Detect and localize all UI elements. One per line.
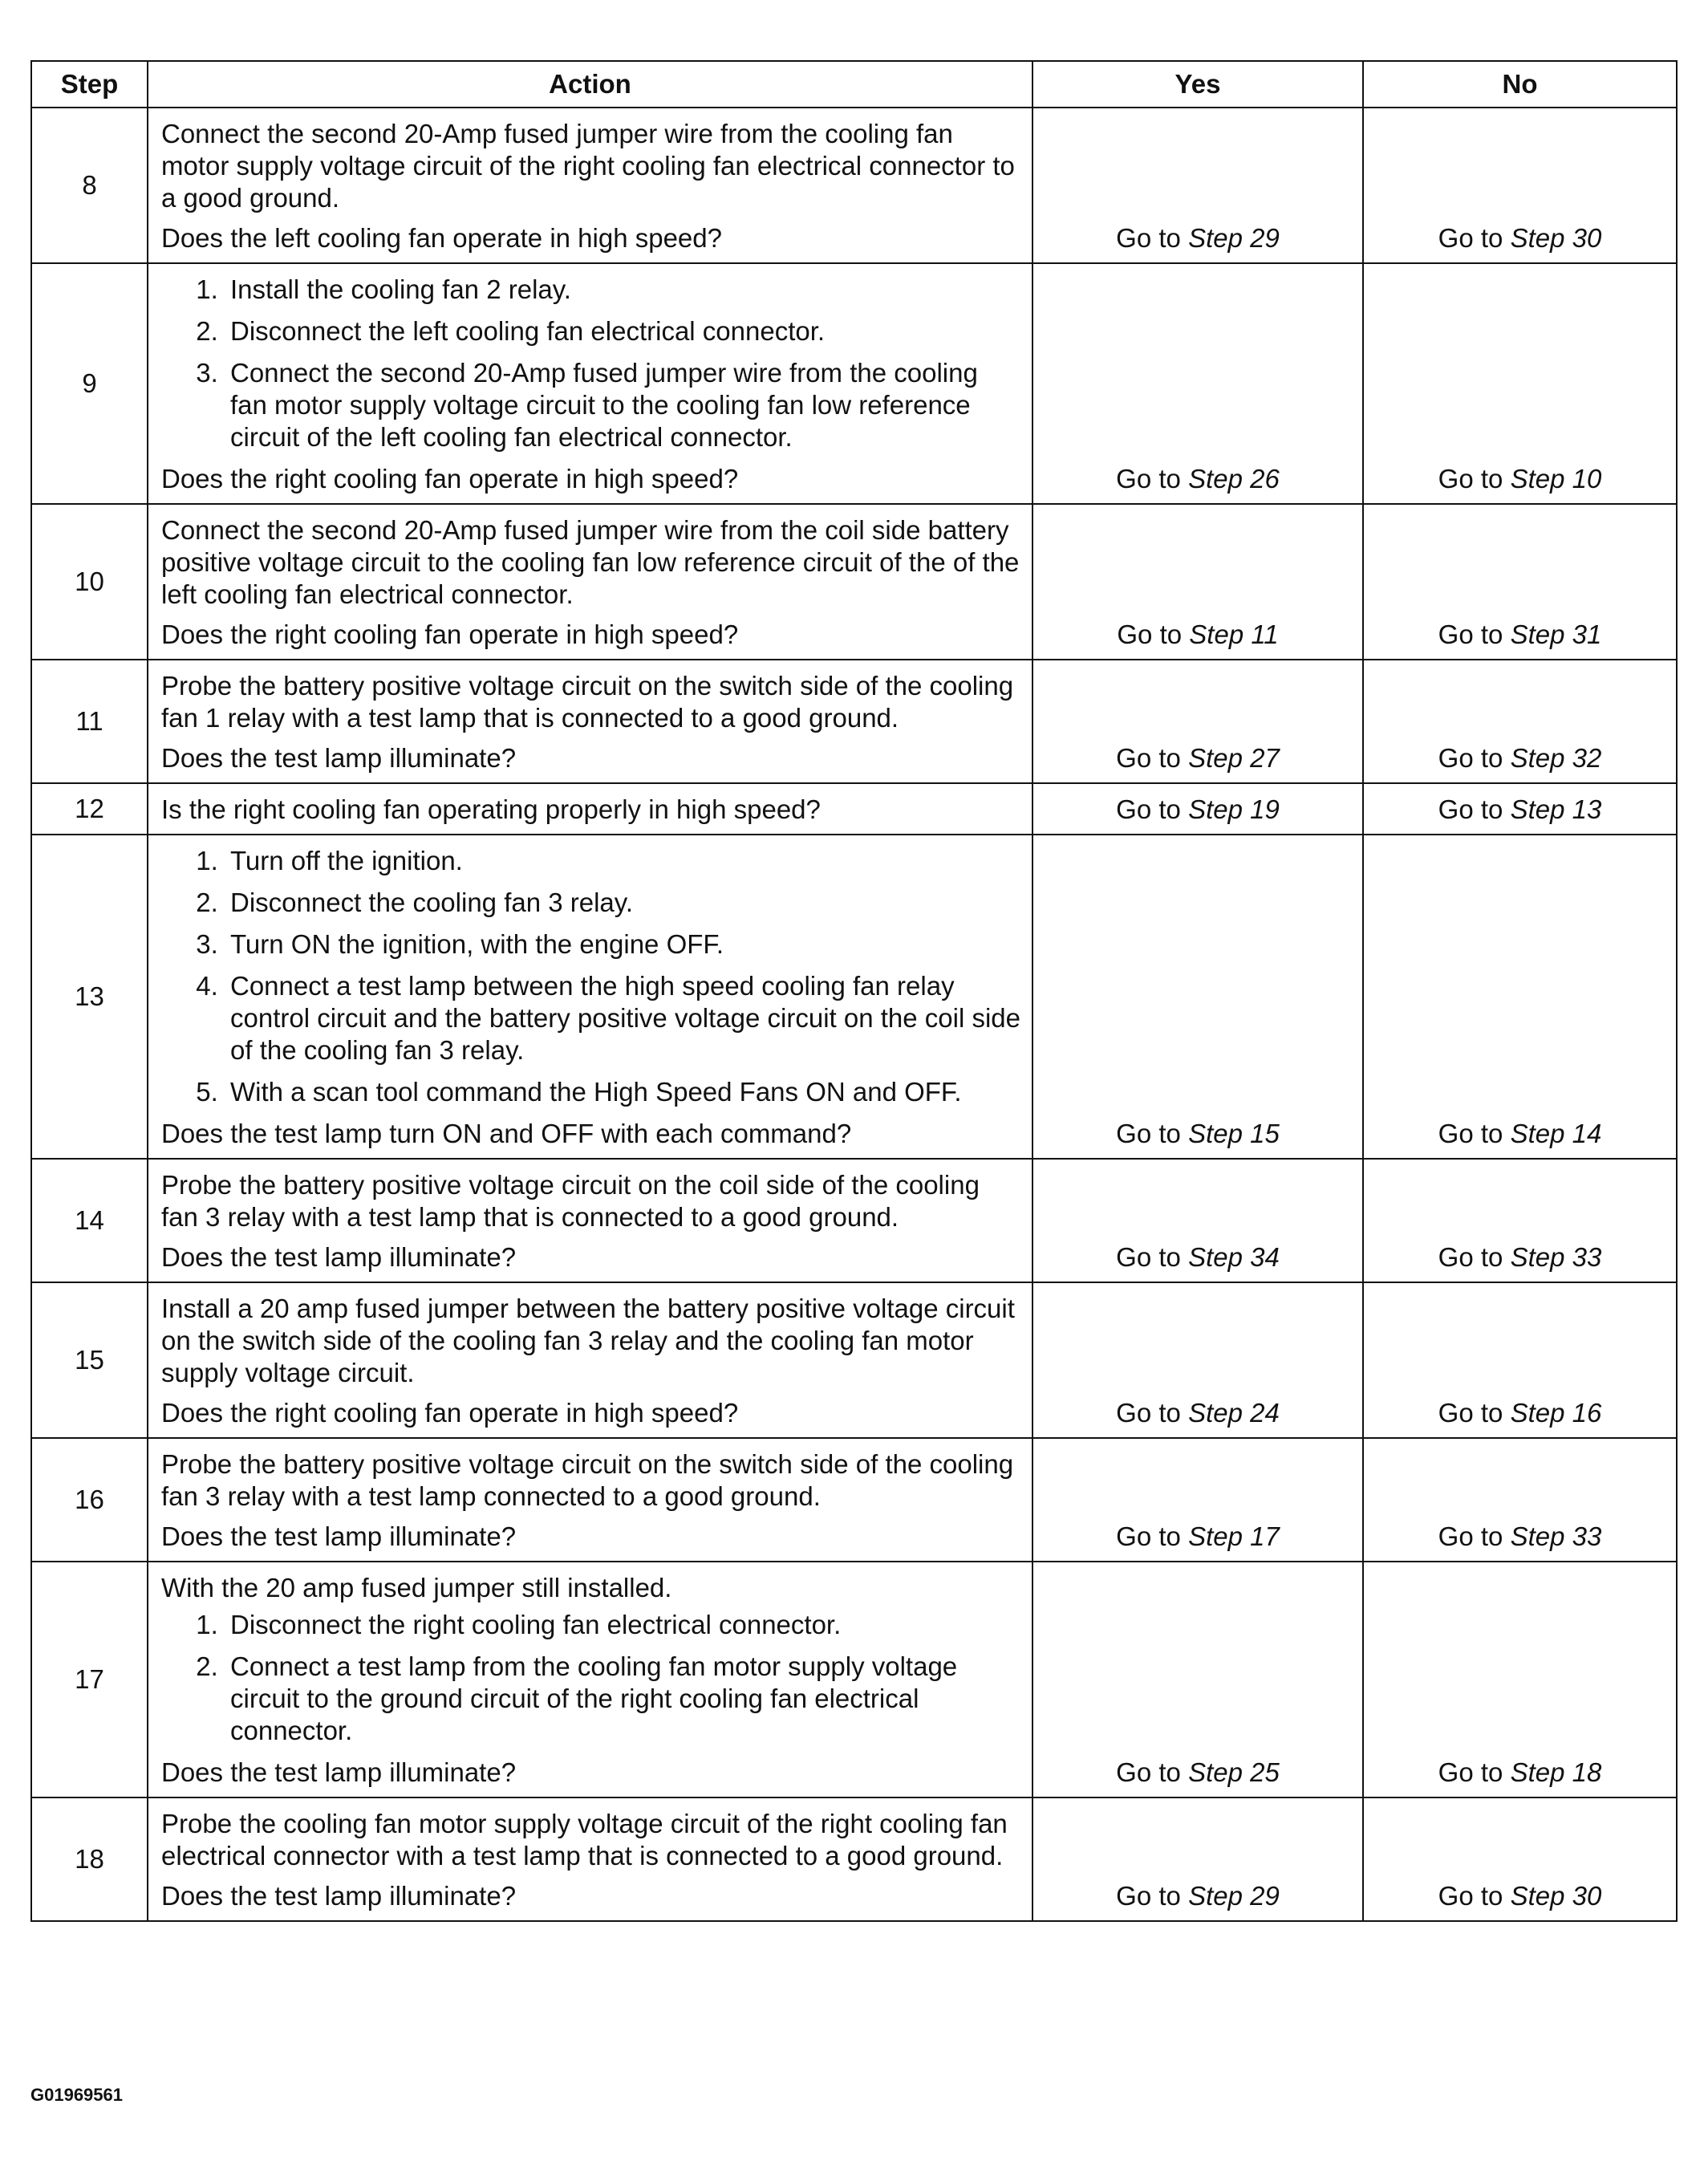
yes-goto-text: Go to <box>1117 619 1190 649</box>
figure-id: G01969561 <box>30 2085 123 2105</box>
header-yes: Yes <box>1033 61 1363 108</box>
action-step-item: 4. Connect a test lamp between the high speed cooling fan relay control circuit and the battery positive voltage circuit on the coil side of the cooling fan 3 relay. <box>225 970 1020 1066</box>
action-cell <box>148 108 1033 263</box>
action-text: Connect the second 20-Amp fused jumper wire from the coil side battery positive voltage circuit to the cooling fan low reference circuit of the of the left cooling fan electrical connector. <box>161 515 1020 609</box>
action-question: Does the test lamp illuminate? <box>161 1521 517 1551</box>
no-cell <box>1363 108 1677 263</box>
action-step-item: 1. Turn off the ignition. <box>225 845 1020 877</box>
no-cell <box>1363 1438 1677 1562</box>
table-row <box>31 108 1677 263</box>
yes-cell <box>1033 108 1363 263</box>
yes-goto-text: Go to <box>1116 1119 1189 1148</box>
step-number: 14 <box>31 1159 148 1282</box>
action-text: Probe the battery positive voltage circuit on the coil side of the cooling fan 3 relay with a test lamp that is connected to a good ground. <box>161 1170 980 1232</box>
action-cell <box>148 835 1033 1159</box>
yes-goto-text: Go to <box>1116 794 1189 824</box>
no-step-ref: Step 13 <box>1510 794 1602 824</box>
yes-step-ref: Step 27 <box>1188 743 1280 773</box>
no-goto-text: Go to <box>1438 1242 1511 1272</box>
yes-goto-text: Go to <box>1116 464 1189 494</box>
yes-step-ref: Step 29 <box>1188 1881 1280 1911</box>
yes-cell <box>1033 783 1363 835</box>
action-step-item: 2. Disconnect the left cooling fan electrical connector. <box>225 315 1020 347</box>
header-step: Step <box>31 61 148 108</box>
no-step-ref: Step 30 <box>1510 1881 1602 1911</box>
action-steps-list <box>161 845 1020 1108</box>
action-question: Does the right cooling fan operate in high speed? <box>161 619 739 649</box>
action-text: Install a 20 amp fused jumper between the battery positive voltage circuit on the switch side of the cooling fan 3 relay and the cooling fan motor supply voltage circuit. <box>161 1294 1015 1387</box>
no-goto-text: Go to <box>1438 794 1511 824</box>
header-row <box>31 61 1677 108</box>
step-number: 12 <box>31 783 148 835</box>
action-cell <box>148 1438 1033 1562</box>
yes-step-ref: Step 17 <box>1188 1521 1280 1551</box>
action-question: Does the test lamp illuminate? <box>161 1881 517 1911</box>
action-cell <box>148 1159 1033 1282</box>
no-goto-text: Go to <box>1438 619 1511 649</box>
action-step-item: 1. Disconnect the right cooling fan electrical connector. <box>225 1609 1020 1641</box>
no-step-ref: Step 33 <box>1510 1521 1602 1551</box>
action-step-item: 3. Connect the second 20-Amp fused jumper wire from the cooling fan motor supply voltage circuit to the cooling fan low reference circuit of the left cooling fan electrical connector. <box>225 357 1020 453</box>
yes-step-ref: Step 34 <box>1188 1242 1280 1272</box>
yes-step-ref: Step 24 <box>1188 1398 1280 1428</box>
step-number: 18 <box>31 1797 148 1921</box>
yes-step-ref: Step 29 <box>1188 223 1280 253</box>
no-step-ref: Step 31 <box>1510 619 1602 649</box>
yes-cell <box>1033 263 1363 504</box>
table-row <box>31 783 1677 835</box>
yes-step-ref: Step 15 <box>1188 1119 1280 1148</box>
yes-step-ref: Step 11 <box>1189 619 1279 649</box>
action-question: Does the test lamp illuminate? <box>161 743 517 773</box>
action-text: Probe the battery positive voltage circuit on the switch side of the cooling fan 3 relay with a test lamp connected to a good ground. <box>161 1449 1014 1511</box>
step-number: 15 <box>31 1282 148 1438</box>
table-row <box>31 1438 1677 1562</box>
table-row <box>31 504 1677 660</box>
step-number: 13 <box>31 835 148 1159</box>
no-goto-text: Go to <box>1438 223 1511 253</box>
yes-step-ref: Step 19 <box>1188 794 1280 824</box>
step-number: 10 <box>31 504 148 660</box>
header-action: Action <box>148 61 1033 108</box>
table-row <box>31 1562 1677 1797</box>
action-text: Connect the second 20-Amp fused jumper wire from the cooling fan motor supply voltage circuit of the right cooling fan electrical connector to a good ground. <box>161 119 1015 213</box>
action-text: With the 20 amp fused jumper still installed. <box>161 1573 672 1602</box>
step-number: 16 <box>31 1438 148 1562</box>
action-step-item: 5. With a scan tool command the High Speed Fans ON and OFF. <box>225 1076 1020 1108</box>
yes-goto-text: Go to <box>1116 743 1189 773</box>
action-question: Does the left cooling fan operate in high speed? <box>161 223 722 253</box>
step-number: 9 <box>31 263 148 504</box>
action-step-item: 2. Connect a test lamp from the cooling fan motor supply voltage circuit to the ground circuit of the right cooling fan electrical connector. <box>225 1651 1020 1747</box>
table-row <box>31 1159 1677 1282</box>
table-row <box>31 660 1677 783</box>
action-cell <box>148 1562 1033 1797</box>
no-step-ref: Step 14 <box>1510 1119 1602 1148</box>
no-goto-text: Go to <box>1438 464 1511 494</box>
table-row <box>31 1282 1677 1438</box>
step-number: 17 <box>31 1562 148 1797</box>
table-row <box>31 1797 1677 1921</box>
no-goto-text: Go to <box>1438 1398 1511 1428</box>
yes-cell <box>1033 504 1363 660</box>
no-cell <box>1363 660 1677 783</box>
no-goto-text: Go to <box>1438 1881 1511 1911</box>
action-text: Probe the battery positive voltage circuit on the switch side of the cooling fan 1 relay with a test lamp that is connected to a good ground. <box>161 671 1014 733</box>
action-text: Probe the cooling fan motor supply voltage circuit of the right cooling fan electrical connector with a test lamp that is connected to a good ground. <box>161 1809 1008 1871</box>
yes-goto-text: Go to <box>1116 1398 1189 1428</box>
table-body <box>31 108 1677 1921</box>
no-cell <box>1363 783 1677 835</box>
step-number: 8 <box>31 108 148 263</box>
no-step-ref: Step 16 <box>1510 1398 1602 1428</box>
yes-step-ref: Step 25 <box>1188 1757 1280 1787</box>
yes-goto-text: Go to <box>1116 1242 1189 1272</box>
yes-goto-text: Go to <box>1116 1521 1189 1551</box>
yes-cell <box>1033 1159 1363 1282</box>
action-question: Is the right cooling fan operating properly in high speed? <box>161 794 821 824</box>
yes-goto-text: Go to <box>1116 223 1189 253</box>
no-goto-text: Go to <box>1438 743 1511 773</box>
no-cell <box>1363 1562 1677 1797</box>
yes-cell <box>1033 835 1363 1159</box>
yes-cell <box>1033 660 1363 783</box>
no-cell <box>1363 1159 1677 1282</box>
yes-goto-text: Go to <box>1116 1757 1189 1787</box>
header-no: No <box>1363 61 1677 108</box>
step-number: 11 <box>31 660 148 783</box>
action-cell <box>148 263 1033 504</box>
table-row <box>31 263 1677 504</box>
no-goto-text: Go to <box>1438 1119 1511 1148</box>
action-question: Does the test lamp turn ON and OFF with each command? <box>161 1119 852 1148</box>
action-question: Does the test lamp illuminate? <box>161 1242 517 1272</box>
action-question: Does the test lamp illuminate? <box>161 1757 517 1787</box>
action-step-item: 1. Install the cooling fan 2 relay. <box>225 274 1020 306</box>
action-step-item: 2. Disconnect the cooling fan 3 relay. <box>225 887 1020 919</box>
action-question: Does the right cooling fan operate in high speed? <box>161 464 739 494</box>
diagnostic-table <box>30 60 1678 1922</box>
yes-cell <box>1033 1282 1363 1438</box>
action-step-item: 3. Turn ON the ignition, with the engine OFF. <box>225 928 1020 961</box>
no-cell <box>1363 835 1677 1159</box>
action-cell <box>148 783 1033 835</box>
no-step-ref: Step 10 <box>1510 464 1602 494</box>
no-cell <box>1363 263 1677 504</box>
no-goto-text: Go to <box>1438 1521 1511 1551</box>
no-cell <box>1363 1282 1677 1438</box>
no-step-ref: Step 30 <box>1510 223 1602 253</box>
no-cell <box>1363 1797 1677 1921</box>
table-row <box>31 835 1677 1159</box>
action-cell <box>148 660 1033 783</box>
action-steps-list <box>161 1609 1020 1747</box>
yes-cell <box>1033 1797 1363 1921</box>
action-question: Does the right cooling fan operate in high speed? <box>161 1398 739 1428</box>
yes-goto-text: Go to <box>1116 1881 1189 1911</box>
yes-cell <box>1033 1562 1363 1797</box>
no-cell <box>1363 504 1677 660</box>
action-steps-list <box>161 274 1020 453</box>
no-step-ref: Step 33 <box>1510 1242 1602 1272</box>
action-cell <box>148 504 1033 660</box>
yes-step-ref: Step 26 <box>1188 464 1280 494</box>
action-cell <box>148 1282 1033 1438</box>
no-step-ref: Step 32 <box>1510 743 1602 773</box>
no-step-ref: Step 18 <box>1510 1757 1602 1787</box>
action-cell <box>148 1797 1033 1921</box>
no-goto-text: Go to <box>1438 1757 1511 1787</box>
yes-cell <box>1033 1438 1363 1562</box>
